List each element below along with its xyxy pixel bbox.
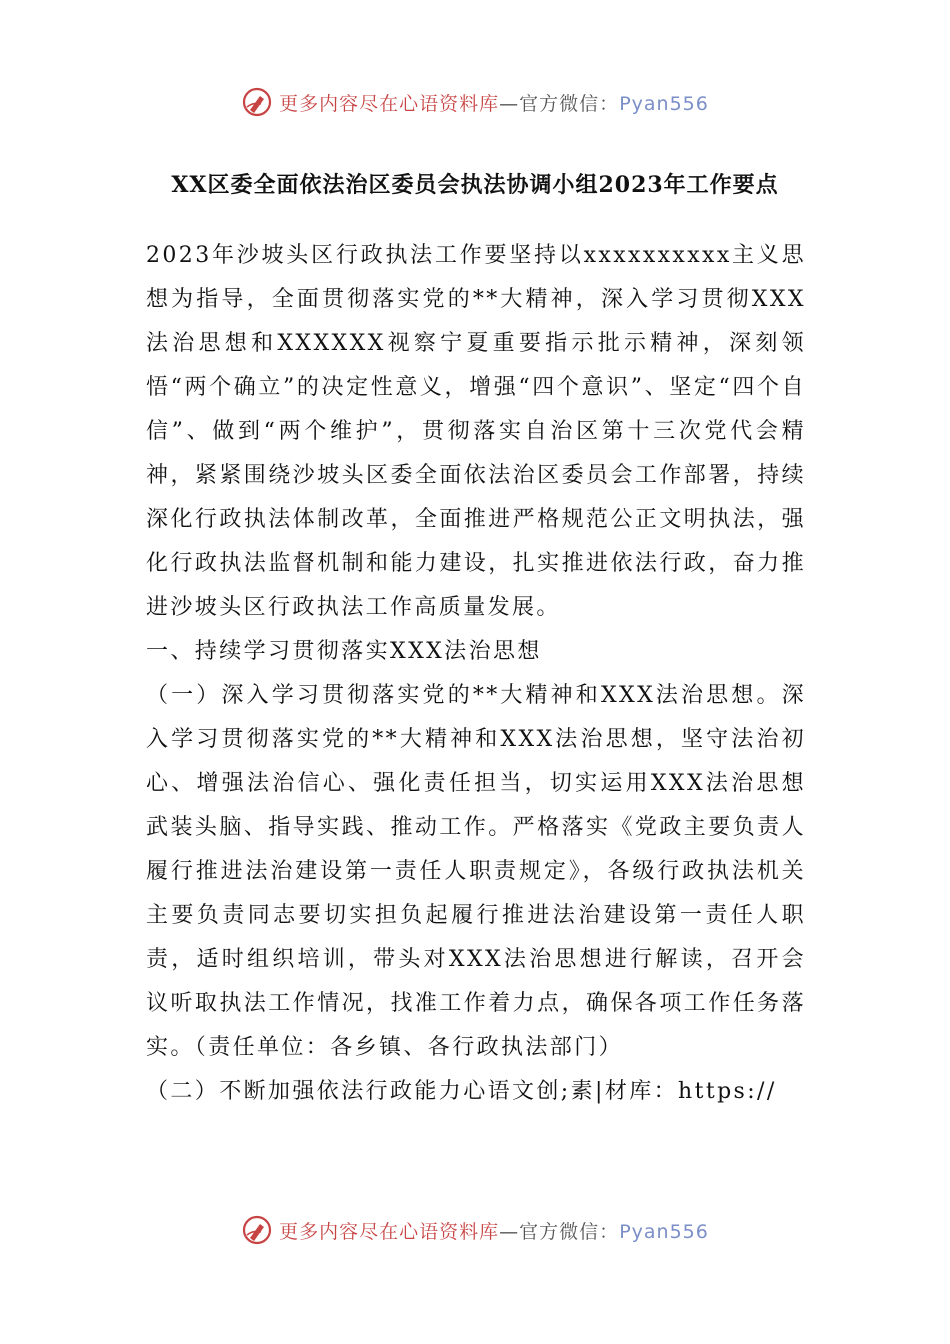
watermark-wechat-id: Pyan556 <box>619 92 709 115</box>
watermark-header <box>0 82 950 122</box>
watermark-dash: — <box>499 1220 520 1243</box>
pen-nib-logo-icon <box>241 86 273 118</box>
watermark-brand: 更多内容尽在心语资料库 <box>279 92 500 115</box>
section-heading: 一、持续学习贯彻落实XXX法治思想 <box>146 639 542 664</box>
item-paragraph-truncated: （二）不断加强依法行政能力心语文创;素|材库：https:// <box>146 1079 777 1104</box>
watermark-dash: — <box>499 92 520 115</box>
watermark-brand: 更多内容尽在心语资料库 <box>279 1220 500 1243</box>
document-title: XX区委全面依法治区委员会执法协调小组2023年工作要点 <box>171 172 779 198</box>
intro-paragraph: 2023年沙坡头区行政执法工作要坚持以xxxxxxxxxx主义思想为指导，全面贯彻落实党的**大精神，深入学习贯彻XXX法治思想和XXXXXX视察宁夏重要指示批示精神，深刻领悟“两个确立”的决定性意义，增强“四个意识”、坚定“四个自信”、做到“两个维护”，贯彻落实自治区第十三次党代会精神，紧紧围绕沙坡头区委全面依法治区委员会工作部署，持续深化行政执法体制改革，全面推进严格规范公正文明执法，强化行政执法监督机制和能力建设，扎实推进依法行政，奋力推进沙坡头区行政执法工作高质量发展。 <box>146 243 806 620</box>
pen-nib-logo-icon <box>241 1214 273 1246</box>
watermark-official: 官方微信： <box>519 1220 620 1243</box>
document-body <box>146 234 806 1114</box>
watermark-official: 官方微信： <box>519 92 620 115</box>
watermark-footer <box>0 1210 950 1250</box>
watermark-wechat-id: Pyan556 <box>619 1220 709 1243</box>
item-paragraph: （一）深入学习贯彻落实党的**大精神和XXX法治思想。深入学习贯彻落实党的**大精神和XXX法治思想，坚守法治初心、增强法治信心、强化责任担当，切实运用XXX法治思想武装头脑、指导实践、推动工作。严格落实《党政主要负责人履行推进法治建设第一责任人职责规定》，各级行政执法机关主要负责同志要切实担负起履行推进法治建设第一责任人职责，适时组织培训，带头对XXX法治思想进行解读，召开会议听取执法工作情况，找准工作着力点，确保各项工作任务落实。（责任单位：各乡镇、各行政执法部门） <box>146 683 806 1060</box>
